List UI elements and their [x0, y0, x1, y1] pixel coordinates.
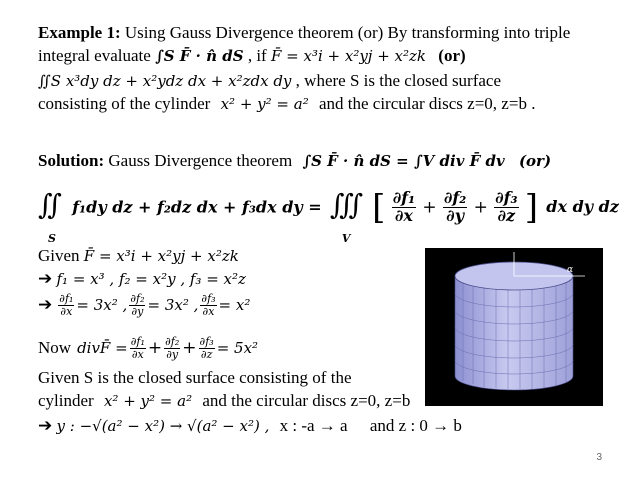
- example-text-2: integral evaluate: [38, 46, 151, 65]
- cylinder-equation-2: x² + y² = a²: [103, 392, 193, 410]
- page-number: 3: [596, 452, 602, 463]
- components-line: [38, 268, 246, 290]
- given-F: F̄ = x³i + x²yj + x²zk: [83, 247, 239, 265]
- partial-f2-y-small: $\frac{\text{∂f₂}}{\partial y}$: [130, 291, 145, 318]
- example-label: Example 1:: [38, 23, 121, 42]
- arrow-icon: ➔: [38, 269, 53, 289]
- surface-line-1: Given S is the closed surface consisting of the: [38, 368, 352, 387]
- example-text-4: consisting of the cylinder: [38, 94, 211, 113]
- example-or: (or): [438, 46, 466, 65]
- divergence-theorem-formula: ∫S F̄ · n̂ dS = ∫V div F̄ dv: [302, 152, 505, 170]
- example-line-2: [38, 45, 466, 67]
- z-limits: and z : 0 → b: [369, 416, 462, 435]
- solution-label: Solution:: [38, 151, 105, 170]
- partial-f2-y: $\frac{\text{∂f₂}}{\partial y}$: [443, 188, 467, 225]
- left-bracket: [: [372, 187, 386, 228]
- example-line-3: [38, 70, 501, 92]
- surface-line-2: cylinder x² + y² = a² and the circular discs z=0, z=b: [38, 391, 411, 410]
- given-label: Given: [38, 246, 80, 265]
- example-text-3: , where S is the closed surface: [295, 71, 502, 90]
- partial-f3-z: $\frac{\text{∂f₃}}{\partial z}$: [495, 188, 518, 225]
- divergence-line: Now divF̄ = $\frac{\text{∂f₁}}{\partial x}$ + $\frac{\text{∂f₂}}{\partial y}$ + $\frac{\text{∂f₃}}{\partial z}$ = 5x²: [38, 334, 259, 361]
- solution-line: [38, 150, 551, 172]
- vector-field-F: F̄ = x³i + x²yj + x²zk: [270, 47, 427, 65]
- cylinder-figure: [425, 248, 603, 406]
- example-text-1: Using Gauss Divergence theorem (or) By transforming into triple: [124, 23, 571, 42]
- example-line-1: [38, 22, 570, 44]
- div-partial-2: $\frac{\text{∂f₂}}{\partial y}$: [165, 334, 180, 361]
- limits-line: [38, 415, 462, 437]
- double-integral-expression: ∬S x³dy dz + x²ydz dx + x²zdx dy: [38, 72, 292, 90]
- volume-triple-integral-symbol: ∭ V: [329, 188, 364, 246]
- right-bracket: ]: [524, 187, 539, 228]
- arrow-icon: ➔: [38, 295, 53, 315]
- div-partial-3: $\frac{\text{∂f₃}}{\partial z}$: [199, 334, 214, 361]
- example-text-5: and the circular discs z=0, z=b .: [318, 94, 536, 113]
- surface-double-integral-symbol: ∬ S: [38, 188, 62, 246]
- partial-f1-x: $\frac{\text{∂f₁}}{\partial x}$: [392, 188, 416, 225]
- cylinder-equation: x² + y² = a²: [220, 95, 309, 113]
- now-label: Now: [38, 338, 72, 357]
- solution-or: (or): [518, 152, 552, 170]
- lhs-expression: f₁dy dz + f₂dz dx + f₃dx dy =: [72, 197, 322, 217]
- cylinder-illustration: [425, 248, 603, 406]
- div-partial-1: $\frac{\text{∂f₁}}{\partial x}$: [130, 334, 145, 361]
- arrow-icon: ➔: [38, 416, 53, 436]
- x-limits: x : -a → a: [279, 416, 348, 435]
- y-limits: y : −√(a² − x²) → √(a² − x²) ,: [56, 417, 270, 435]
- div-F: divF̄ =: [77, 339, 128, 357]
- partials-line: ➔ $\frac{\text{∂f₁}}{\partial x}$ = 3x² , $\frac{\text{∂f₂}}{\partial y}$ = 3x² , $\frac{\text{∂f₃}}{\partial x}$ = x²: [38, 291, 251, 318]
- solution-text: Gauss Divergence theorem: [108, 151, 293, 170]
- partial-f1-x-small: $\frac{\text{∂f₁}}{\partial x}$: [59, 291, 74, 318]
- volume-element: dx dy dz: [546, 197, 619, 217]
- components: f₁ = x³ , f₂ = x²y , f₃ = x²z: [56, 270, 246, 288]
- given-line: [38, 245, 239, 267]
- example-line-4: [38, 93, 535, 115]
- figure-label: α: [567, 265, 574, 275]
- example-if: , if: [247, 46, 267, 65]
- expanded-theorem: ∬ S f₁dy dz + f₂dz dx + f₃dx dy = ∭ V [ $\frac{\text{∂f₁}}{\partial x}$ + $\frac{\text{∂f₂}}{\partial y}$ + $\frac{\text{∂f₃}}{\partial z}$ ] dx dy dz: [38, 187, 619, 246]
- partial-f3-x-small: $\frac{\text{∂f₃}}{\partial x}$: [201, 291, 216, 318]
- div-value: = 5x²: [216, 339, 259, 357]
- surface-integral: ∫S F̄ · n̂ dS: [155, 47, 244, 65]
